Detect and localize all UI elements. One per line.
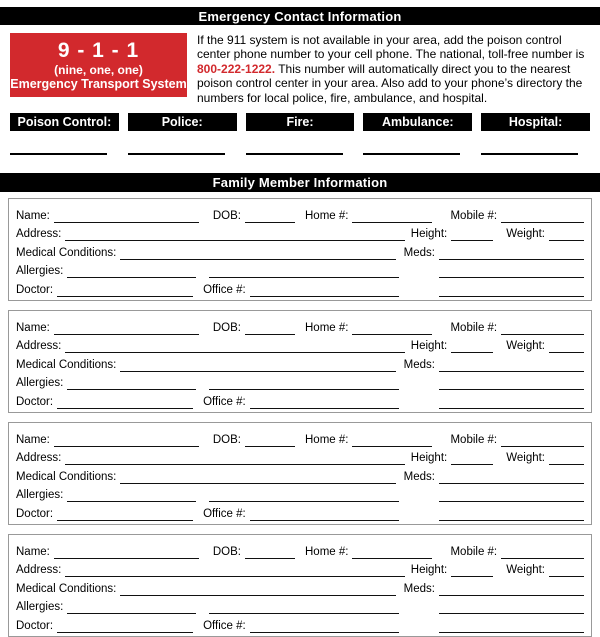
office-phone-input-line[interactable] [250,508,399,521]
allergies-input-line[interactable] [67,377,196,390]
contact-label-fire: Fire: [246,113,355,131]
poison-control-phone-number: 800-222-1222. [197,61,276,76]
family-member-card [8,310,592,413]
allergies-label: Allergies: [16,377,64,390]
emergency-header-title: Emergency Contact Information [198,8,402,24]
meds-label: Meds: [403,470,435,483]
member-row-doctor [16,390,584,409]
meds-label: Meds: [403,246,435,259]
name-label: Name: [16,321,50,334]
office-phone-label: Office #: [203,619,246,632]
intro-section [0,25,600,105]
weight-label: Weight: [506,340,545,353]
dob-input-line[interactable] [245,546,295,559]
height-input-line[interactable] [451,452,493,465]
office-phone-label: Office #: [203,284,246,296]
weight-label: Weight: [506,228,545,241]
family-member-card [8,534,592,637]
allergies-input-line[interactable] [67,489,196,502]
police-input-line[interactable] [128,153,225,155]
allergies-label: Allergies: [16,265,64,278]
medical-conditions-label: Medical Conditions: [16,246,117,259]
medical-conditions-label: Medical Conditions: [16,582,117,595]
doctor-input-line[interactable] [57,396,193,409]
home-phone-input-line[interactable] [352,210,432,223]
allergies-continuation-line[interactable] [209,601,399,614]
doctor-input-line[interactable] [57,284,193,297]
member-row-name [16,540,584,559]
mobile-phone-input-line[interactable] [501,210,584,223]
meds-continuation-line-1[interactable] [439,377,584,390]
meds-continuation-line-2[interactable] [439,508,584,521]
office-phone-label: Office #: [203,507,246,520]
name-input-line[interactable] [54,434,199,447]
contact-label-hospital: Hospital: [481,113,590,131]
medical-conditions-label: Medical Conditions: [16,358,117,371]
dob-input-line[interactable] [245,322,295,335]
name-label: Name: [16,433,50,446]
address-input-line[interactable] [65,564,404,577]
poison-control-input-line[interactable] [10,153,107,155]
member-row-doctor [16,502,584,521]
home-phone-label: Home #: [305,209,349,222]
office-phone-input-line[interactable] [250,396,399,409]
home-phone-label: Home #: [305,545,349,558]
member-row-medical [16,241,584,260]
allergies-label: Allergies: [16,489,64,502]
nine-one-one-badge [10,33,187,97]
allergies-continuation-line[interactable] [209,489,399,502]
dob-label: DOB: [212,321,241,334]
address-input-line[interactable] [65,452,404,465]
emergency-header-bar [0,7,600,25]
weight-input-line[interactable] [549,452,584,465]
home-phone-label: Home #: [305,321,349,334]
member-row-medical [16,465,584,484]
allergies-continuation-line[interactable] [209,265,399,278]
poison-control-paragraph [197,33,590,105]
member-row-medical [16,577,584,596]
medical-conditions-label: Medical Conditions: [16,470,117,483]
height-label: Height: [410,228,448,241]
member-row-name [16,204,584,223]
family-member-card [8,422,592,525]
contact-label-poison-control: Poison Control: [10,113,119,131]
doctor-input-line[interactable] [57,620,193,633]
home-phone-label: Home #: [305,433,349,446]
weight-input-line[interactable] [549,228,584,241]
meds-continuation-line-1[interactable] [439,265,584,278]
member-row-medical [16,353,584,372]
height-input-line[interactable] [451,228,493,241]
allergies-continuation-line[interactable] [209,377,399,390]
height-input-line[interactable] [451,564,493,577]
member-row-address [16,335,584,354]
meds-label: Meds: [403,582,435,595]
meds-input-line[interactable] [439,583,584,596]
address-input-line[interactable] [65,228,404,241]
family-member-card [8,198,592,301]
mobile-phone-label: Mobile #: [450,433,498,446]
member-row-doctor [16,278,584,297]
weight-input-line[interactable] [549,340,584,353]
medical-conditions-input-line[interactable] [120,247,395,260]
dob-label: DOB: [212,433,241,446]
home-phone-input-line[interactable] [352,546,432,559]
family-members [0,198,600,637]
home-phone-input-line[interactable] [352,322,432,335]
member-row-allergies [16,596,584,615]
paragraph-text-before: If the 911 system is not available in your area, add the poison control center phone number to your cell phone. The national, toll-free number is [197,33,585,62]
office-phone-input-line[interactable] [250,620,399,633]
dob-label: DOB: [212,545,241,558]
contact-label-ambulance: Ambulance: [363,113,472,131]
medical-conditions-input-line[interactable] [120,583,395,596]
name-input-line[interactable] [54,322,199,335]
name-input-line[interactable] [54,546,199,559]
height-label: Height: [410,452,448,465]
meds-continuation-line-1[interactable] [439,601,584,614]
meds-label: Meds: [403,358,435,371]
doctor-label: Doctor: [16,619,54,632]
member-row-doctor [16,614,584,633]
mobile-phone-label: Mobile #: [450,209,498,222]
name-label: Name: [16,209,50,222]
meds-input-line[interactable] [439,471,584,484]
address-label: Address: [16,452,62,465]
allergies-input-line[interactable] [67,601,196,614]
meds-continuation-line-2[interactable] [439,284,584,297]
name-label: Name: [16,545,50,558]
member-row-allergies [16,372,584,391]
meds-input-line[interactable] [439,247,584,260]
member-row-address [16,559,584,578]
height-label: Height: [410,340,448,353]
family-section-bar [0,173,600,192]
mobile-phone-label: Mobile #: [450,321,498,334]
address-input-line[interactable] [65,340,404,353]
dob-label: DOB: [212,209,241,222]
dob-input-line[interactable] [245,210,295,223]
medical-conditions-input-line[interactable] [120,471,395,484]
contact-write-in-row [0,153,600,155]
meds-input-line[interactable] [439,359,584,372]
meds-continuation-line-2[interactable] [439,620,584,633]
member-row-name [16,316,584,335]
fire-input-line[interactable] [246,153,343,155]
weight-label: Weight: [506,564,545,577]
allergies-label: Allergies: [16,601,64,614]
badge-transport-system: Emergency Transport System [10,76,187,91]
height-label: Height: [410,564,448,577]
mobile-phone-input-line[interactable] [501,546,584,559]
badge-911-number: 9 - 1 - 1 [57,38,140,62]
member-row-name [16,428,584,447]
address-label: Address: [16,564,62,577]
office-phone-label: Office #: [203,395,246,408]
address-label: Address: [16,340,62,353]
mobile-phone-label: Mobile #: [450,545,498,558]
badge-911-words: (nine, one, one) [54,62,143,77]
family-section-title: Family Member Information [212,175,388,191]
paragraph-text-after: This number will automatically direct you to the nearest poison control center in your area. Also add to your phone’s directory the numbers for local police, fire, ambulance, and hospital. [197,61,583,105]
contact-labels-row [0,113,600,131]
office-phone-input-line[interactable] [250,284,399,297]
dob-input-line[interactable] [245,434,295,447]
name-input-line[interactable] [54,210,199,223]
doctor-label: Doctor: [16,507,54,520]
member-row-address [16,447,584,466]
weight-input-line[interactable] [549,564,584,577]
doctor-input-line[interactable] [57,508,193,521]
mobile-phone-input-line[interactable] [501,434,584,447]
home-phone-input-line[interactable] [352,434,432,447]
meds-continuation-line-2[interactable] [439,396,584,409]
allergies-input-line[interactable] [67,265,196,278]
ambulance-input-line[interactable] [363,153,460,155]
member-row-address [16,223,584,242]
address-label: Address: [16,228,62,241]
mobile-phone-input-line[interactable] [501,322,584,335]
member-row-allergies [16,260,584,279]
medical-conditions-input-line[interactable] [120,359,395,372]
contact-label-police: Police: [128,113,237,131]
height-input-line[interactable] [451,340,493,353]
doctor-label: Doctor: [16,395,54,408]
hospital-input-line[interactable] [481,153,578,155]
weight-label: Weight: [506,452,545,465]
member-row-allergies [16,484,584,503]
meds-continuation-line-1[interactable] [439,489,584,502]
doctor-label: Doctor: [16,284,54,296]
